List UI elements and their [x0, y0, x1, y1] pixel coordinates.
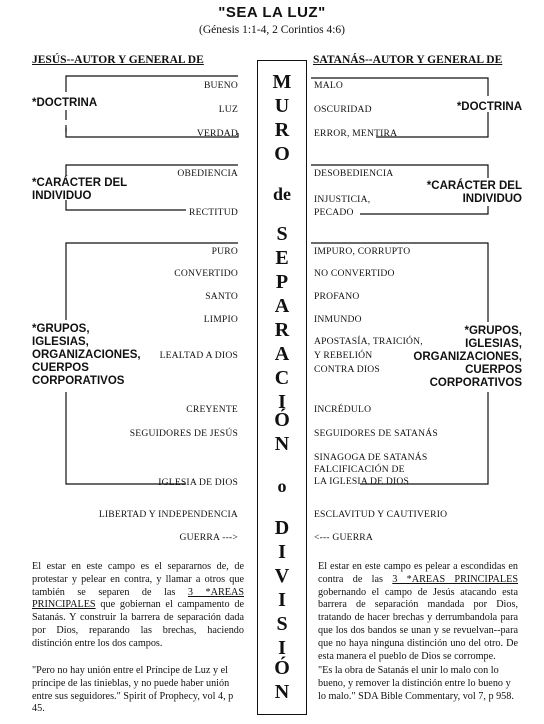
right-item-desobediencia: DESOBEDIENCIA	[314, 168, 394, 179]
left-item-limpio: LIMPIO	[203, 314, 238, 325]
left-item-lealtad: LEALTAD A DIOS	[159, 350, 238, 361]
left-item-luz: LUZ	[218, 104, 238, 115]
right-item-esclavitud: ESCLAVITUD Y CAUTIVERIO	[314, 509, 448, 520]
wall-letter-sep-2: E	[275, 247, 289, 269]
left-caracter-line-2: INDIVIDUO	[32, 190, 92, 202]
wall-letter-sep-7: C	[274, 367, 290, 389]
wall-letter-div-8: N	[274, 681, 290, 703]
page-title: "SEA LA LUZ"	[218, 4, 326, 21]
right-item-seguidores-satanas: SEGUIDORES DE SATANÁS	[314, 428, 438, 439]
right-item-pecado: PECADO	[314, 207, 354, 218]
wall-letter-sep-9: Ó	[274, 409, 290, 431]
left-grupos-line-1: *GRUPOS,	[32, 323, 90, 335]
right-caracter-line-2: INDIVIDUO	[462, 193, 522, 205]
wall-letter-m: M	[272, 71, 292, 93]
left-header: JESÚS--AUTOR Y GENERAL DE	[32, 54, 204, 66]
left-category-doctrina: *DOCTRINA	[32, 97, 98, 109]
right-item-apostasia-1: APOSTASÍA, TRAICIÓN,	[314, 336, 423, 347]
right-category-doctrina: *DOCTRINA	[456, 101, 522, 113]
wall-letter-o: O	[274, 143, 290, 165]
wall-letter-div-4: I	[278, 589, 286, 611]
right-item-profano: PROFANO	[314, 291, 360, 302]
wall-letter-u: U	[274, 95, 290, 117]
left-category-grupos	[32, 323, 141, 388]
wall-letter-div-3: V	[274, 565, 290, 587]
right-item-no-convertido: NO CONVERTIDO	[314, 268, 395, 279]
left-item-puro: PURO	[211, 246, 238, 257]
right-paragraph	[318, 561, 518, 663]
left-grupos-line-2: IGLESIAS,	[32, 336, 89, 348]
wall-letter-div-5: S	[276, 613, 288, 635]
right-category-grupos	[413, 325, 522, 390]
left-item-rectitud: RECTITUD	[188, 207, 238, 218]
left-item-obediencia: OBEDIENCIA	[177, 168, 238, 179]
right-caracter-line-1: *CARÁCTER DEL	[426, 180, 522, 192]
right-paragraph-emphasis: 3 *AREAS PRINCIPALES	[392, 573, 519, 585]
left-item-santo: SANTO	[205, 291, 238, 302]
left-category-caracter	[32, 177, 127, 203]
left-item-convertido: CONVERTIDO	[174, 268, 238, 279]
wall-letter-sep-10: N	[274, 433, 290, 455]
right-item-apostasia-2: Y REBELIÓN	[314, 350, 373, 361]
wall-letter-sep-6: A	[274, 343, 290, 365]
page-subtitle: (Génesis 1:1-4, 2 Corintios 4:6)	[199, 24, 345, 36]
right-paragraph-start: El estar en este campo es pelear a escondidas en contra de las	[318, 561, 518, 585]
wall-letter-div-2: I	[278, 541, 286, 563]
left-caracter-line-1: *CARÁCTER DEL	[32, 177, 128, 189]
left-grupos-line-4: CUERPOS	[32, 362, 89, 374]
left-item-verdad: VERDAD	[196, 128, 238, 139]
wall-letter-sep-4: A	[274, 295, 290, 317]
right-item-sinagoga-1: SINAGOGA DE SATANÁS	[314, 452, 428, 463]
left-item-bueno: BUENO	[203, 80, 238, 91]
left-grupos-line-3: ORGANIZACIONES,	[32, 349, 141, 361]
right-item-incredulo: INCRÉDULO	[314, 404, 372, 415]
right-quote: "Es la obra de Satanás el unir lo malo con lo bueno, y remover la distinción entre lo bueno y lo malo." SDA Bible Commentary, vol 7, p 958.	[318, 665, 514, 702]
right-grupos-line-1: *GRUPOS,	[464, 325, 522, 337]
left-grupos-line-5: CORPORATIVOS	[32, 375, 125, 387]
right-item-injusticia: INJUSTICIA,	[314, 194, 371, 205]
left-item-iglesia-dios: IGLESIA DE DIOS	[158, 477, 238, 488]
wall-letter-sep-5: R	[274, 319, 290, 341]
left-paragraph-emphasis: 3 *AREAS PRINCIPALES	[32, 586, 244, 611]
right-item-error: ERROR, MENTIRA	[314, 128, 398, 139]
wall-letter-sep-8: I	[278, 391, 286, 413]
left-paragraph	[32, 561, 244, 651]
right-grupos-line-5: CORPORATIVOS	[429, 377, 522, 389]
right-item-apostasia-3: CONTRA DIOS	[314, 364, 380, 375]
wall-letter-sep-3: P	[275, 271, 289, 293]
left-item-libertad: LIBERTAD Y INDEPENDENCIA	[98, 509, 238, 520]
right-item-sinagoga-2: FALCIFICACIÓN DE	[314, 464, 405, 475]
wall-word-de: de	[273, 184, 291, 204]
wall-letter-div-1: D	[274, 517, 290, 539]
left-quote: "Pero no hay unión entre el Príncipe de Luz y el príncipe de las tinieblas, y no puede haber unión entre sus seguidores." Spirit of Prophecy, vol 4, p 45.	[32, 665, 234, 715]
wall-letter-r: R	[274, 119, 290, 141]
right-item-sinagoga-3: LA IGLESIA DE DIOS	[314, 476, 410, 487]
left-item-guerra: GUERRA --->	[179, 532, 238, 543]
right-paragraph-end: gobernando el campo de Jesús atacando esta barrera de separación mandada por Dios, tratando de hacer brechas y derrumbandola para que los dos bandos se unan y se revuelvan--para que no haya ninguna distinción uno del otro. De esta manera el pueblo de Dios se corrompe.	[318, 586, 518, 662]
right-item-impuro: IMPURO, CORRUPTO	[314, 246, 411, 257]
left-item-creyente: CREYENTE	[186, 404, 238, 415]
wall-letter-div-7: Ó	[274, 657, 290, 679]
right-item-guerra: <--- GUERRA	[314, 532, 374, 543]
wall-letter-sep-1: S	[276, 223, 288, 245]
left-paragraph-start: El estar en este campo es el separarnos de, de protestar y pelear en contra, y llamar a otros que también se separen de las	[32, 561, 244, 598]
right-category-caracter	[427, 180, 522, 206]
right-item-malo: MALO	[314, 80, 344, 91]
wall-letter-div-6: I	[278, 637, 286, 659]
right-grupos-line-4: CUERPOS	[465, 364, 522, 376]
right-item-inmundo: INMUNDO	[314, 314, 362, 325]
right-item-oscuridad: OSCURIDAD	[314, 104, 372, 115]
left-item-seguidores-jesus: SEGUIDORES DE JESÚS	[129, 428, 238, 439]
wall-word-o: o	[277, 476, 287, 496]
right-grupos-line-2: IGLESIAS,	[465, 338, 522, 350]
left-paragraph-end: que gobiernan el campamento de Satanás. Y construir la barrera de separación dada por Dios, reparando las brechas, haciendo distinción entre los dos campos.	[32, 599, 245, 649]
right-header: SATANÁS--AUTOR Y GENERAL DE	[313, 54, 503, 66]
right-grupos-line-3: ORGANIZACIONES,	[413, 351, 522, 363]
